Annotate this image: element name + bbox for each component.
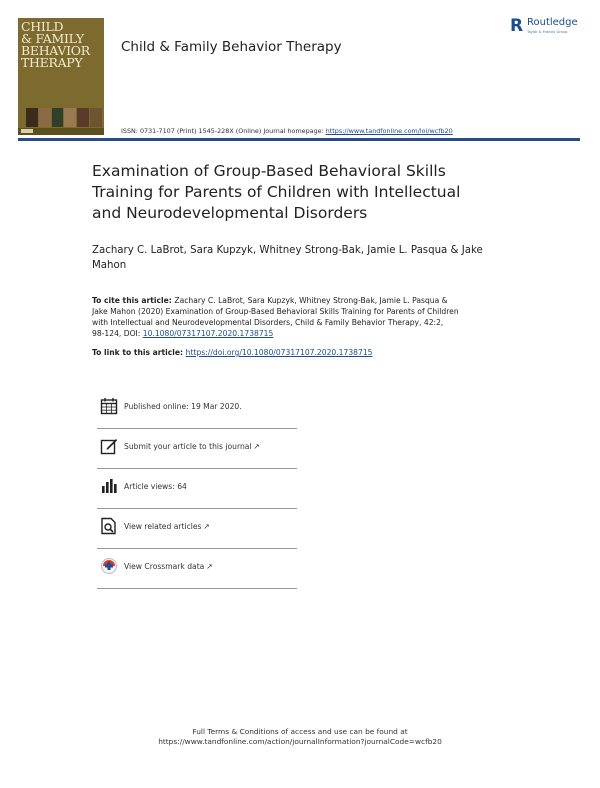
journal-homepage-link[interactable]: https://www.tandfonline.com/loi/wcfb20	[325, 127, 453, 135]
citation-doi-prefix: 98-124, DOI:	[92, 329, 143, 338]
article-title	[92, 161, 502, 224]
authors-line-1: Zachary C. LaBrot, Sara Kupzyk, Whitney Strong-Bak, Jamie L. Pasqua & Jake	[92, 245, 483, 256]
citation-label: To cite this article:	[92, 296, 175, 305]
authors-line-2: Mahon	[92, 260, 127, 271]
terms-footer	[0, 727, 600, 747]
cover-photo-strip	[26, 108, 102, 127]
cover-photo-tile	[39, 108, 51, 127]
crossmark-link[interactable]	[124, 562, 213, 571]
external-link-icon: ↗	[203, 522, 210, 531]
journal-name: Child & Family Behavior Therapy	[121, 39, 342, 55]
related-label: View related articles	[124, 522, 202, 531]
citation-line-3: with Intellectual and Neurodevelopmental Disorders, Child & Family Behavior Therapy, 42:2,	[92, 318, 444, 327]
publisher-name: Routledge	[527, 17, 578, 28]
citation-doi-link[interactable]: 10.1080/07317107.2020.1738715	[142, 329, 274, 338]
cover-photo-tile	[52, 108, 64, 127]
external-link-icon: ↗	[206, 562, 213, 571]
publisher-subtitle: Taylor & Francis Group	[527, 30, 568, 34]
title-line-1: Examination of Group-Based Behavioral Skills	[92, 162, 446, 180]
published-date: Published online: 19 Mar 2020.	[124, 402, 242, 411]
published-row	[97, 388, 297, 429]
cover-publisher-logo	[21, 129, 33, 133]
footer-terms-url[interactable]: https://www.tandfonline.com/action/journalInformation?journalCode=wcfb20	[158, 737, 442, 746]
link-to-article	[92, 348, 372, 357]
title-line-2: Training for Parents of Children with Intellectual	[92, 183, 461, 201]
journal-cover	[18, 18, 104, 135]
citation-line-4	[92, 328, 517, 339]
header-rule	[18, 138, 580, 141]
title-line-3: and Neurodevelopmental Disorders	[92, 204, 368, 222]
routledge-r-icon: R	[510, 16, 524, 36]
article-doi-url[interactable]: https://doi.org/10.1080/07317107.2020.1738715	[185, 348, 373, 357]
footer-line-1: Full Terms & Conditions of access and use can be found at	[192, 727, 408, 736]
cover-photo-tile	[64, 108, 76, 127]
crossmark-label: View Crossmark data	[124, 562, 205, 571]
cover-photo-tile	[77, 108, 89, 127]
submit-row[interactable]	[97, 428, 297, 469]
external-link-icon: ↗	[253, 442, 260, 451]
link-to-label: To link to this article:	[92, 348, 186, 357]
calendar-icon	[100, 397, 118, 415]
submit-link[interactable]	[124, 442, 260, 451]
article-views: Article views: 64	[124, 482, 187, 491]
article-authors	[92, 243, 512, 273]
citation-line-1	[92, 295, 517, 306]
related-row[interactable]	[97, 508, 297, 549]
submit-label: Submit your article to this journal	[124, 442, 252, 451]
issn-line	[121, 127, 453, 135]
citation-line-2: Jake Mahon (2020) Examination of Group-Based Behavioral Skills Training for Parents of Children	[92, 307, 459, 316]
issn-text: ISSN: 0731-7107 (Print) 1545-228X (Online) Journal homepage:	[121, 127, 326, 135]
cover-photo-tile	[26, 108, 38, 127]
cover-photo-tile	[90, 108, 102, 127]
crossmark-icon	[100, 557, 118, 575]
related-articles-icon	[100, 517, 118, 535]
citation-text-1: Zachary C. LaBrot, Sara Kupzyk, Whitney Strong-Bak, Jamie L. Pasqua &	[174, 296, 448, 305]
views-row	[97, 468, 297, 509]
citation-block	[92, 295, 517, 339]
edit-icon	[100, 437, 118, 455]
crossmark-row[interactable]	[97, 548, 297, 589]
publisher-logo	[510, 17, 588, 41]
cover-title: CHILD & FAMILY BEHAVIOR THERAPY	[21, 19, 90, 70]
bar-chart-icon	[100, 477, 118, 495]
related-articles-link[interactable]	[124, 522, 210, 531]
